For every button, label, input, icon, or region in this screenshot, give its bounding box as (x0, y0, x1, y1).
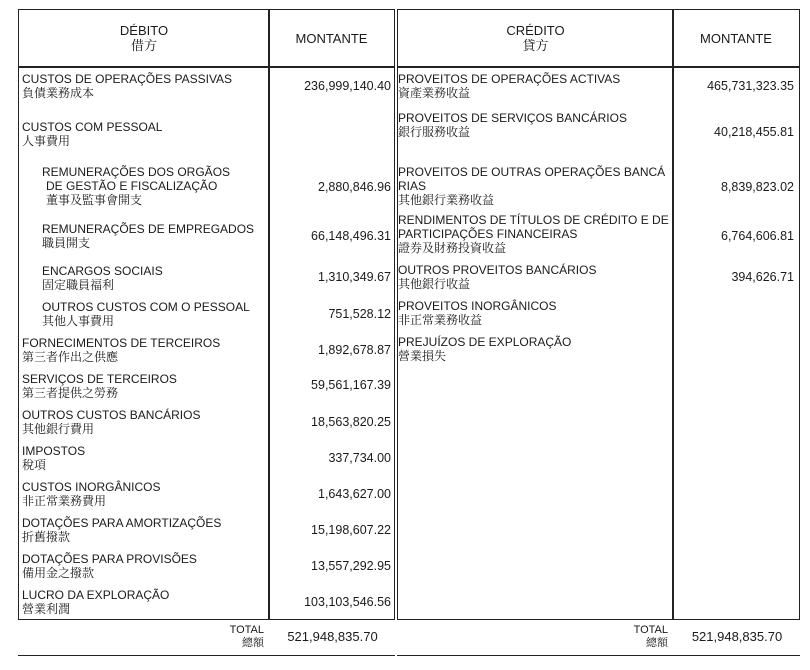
credit-row (398, 213, 669, 255)
debit-row (22, 300, 250, 328)
debit-row-zh: 固定職員福利 (42, 278, 115, 292)
credit-row (398, 165, 665, 207)
debit-row-pt: REMUNERAÇÕES DE EMPREGADOS (42, 222, 255, 236)
debit-header-zh: 借方 (130, 38, 157, 53)
debit-row (22, 552, 197, 580)
credit-amount: 40,218,455.81 (714, 125, 794, 139)
debit-amount: 1,892,678.87 (318, 343, 391, 357)
credit-row-zh: 證券及財務投資收益 (398, 241, 507, 255)
debit-row-zh: 人事費用 (22, 134, 71, 148)
debit-row-pt: LUCRO DA EXPLORAÇÃO (22, 588, 170, 602)
debit-amount: 1,310,349.67 (318, 270, 391, 284)
credit-total-value: 521,948,835.70 (691, 629, 783, 644)
amount-right-header (672, 9, 800, 67)
debit-amount: 1,643,627.00 (318, 487, 391, 501)
credit-row-zh: 其他銀行收益 (398, 277, 471, 291)
debit-row-pt: FORNECIMENTOS DE TERCEIROS (22, 336, 221, 350)
debit-row (22, 120, 162, 148)
debit-row-pt: REMUNERAÇÕES DOS ORGÃOS (42, 165, 231, 179)
debit-row (22, 264, 163, 292)
debit-amount: 236,999,140.40 (304, 79, 391, 93)
amount-left-header-label: MONTANTE (295, 30, 368, 46)
amount-right-column (672, 67, 800, 620)
debit-row-pt: DOTAÇÕES PARA PROVISÕES (22, 552, 197, 566)
credit-row-pt: PROVEITOS DE SERVIÇOS BANCÁRIOS (398, 111, 627, 125)
amount-right-header-label: MONTANTE (700, 30, 772, 46)
debit-total-label-zh: 總額 (242, 637, 264, 649)
debit-row (22, 444, 85, 472)
credit-row (398, 111, 627, 139)
credit-row (398, 263, 596, 291)
debit-row (22, 72, 232, 100)
debit-row-zh: 負債業務成本 (22, 86, 95, 100)
debit-row-pt: OUTROS CUSTOS COM O PESSOAL (42, 300, 250, 314)
debit-row-zh: 第三者作出之供應 (22, 350, 119, 364)
debit-row-pt: DOTAÇÕES PARA AMORTIZAÇÕES (22, 516, 222, 530)
debit-amount: 103,103,546.56 (304, 595, 391, 609)
credit-row-zh: 營業損失 (398, 349, 447, 363)
debit-row-pt-line2: DE GESTÃO E FISCALIZAÇÃO (46, 179, 218, 193)
debit-row (22, 222, 254, 250)
debit-header-pt: DÉBITO (119, 23, 169, 38)
debit-amount: 18,563,820.25 (311, 415, 391, 429)
debit-row (22, 588, 169, 616)
credit-amount: 6,764,606.81 (721, 229, 794, 243)
debit-total-label-pt: TOTAL (229, 624, 264, 636)
credit-amount: 394,626.71 (731, 270, 794, 284)
debit-row (22, 372, 177, 400)
credit-total-label (634, 624, 668, 650)
debit-row-pt: CUSTOS COM PESSOAL (22, 120, 163, 134)
debit-amount: 66,148,496.31 (311, 229, 391, 243)
debit-row (22, 165, 230, 207)
debit-amount: 59,561,167.39 (311, 378, 391, 392)
credit-row-zh: 非正常業務收益 (398, 313, 483, 327)
credit-row-pt-line2: RIAS (398, 179, 427, 193)
total-bottom-rule-left (18, 655, 395, 656)
debit-row (22, 336, 220, 364)
debit-row-zh: 折舊撥款 (22, 530, 71, 544)
debit-row (22, 408, 200, 436)
total-bottom-rule-right (397, 655, 800, 656)
debit-row (22, 480, 160, 508)
credit-row-pt: PREJUÍZOS DE EXPLORAÇÃO (398, 335, 572, 349)
credit-row (398, 335, 571, 363)
credit-amount: 8,839,823.02 (721, 180, 794, 194)
debit-amount: 337,734.00 (328, 451, 391, 465)
credit-row-pt: PROVEITOS DE OUTRAS OPERAÇÕES BANCÁ (398, 165, 666, 179)
debit-row-zh: 備用金之撥款 (22, 566, 95, 580)
credit-amount: 465,731,323.35 (707, 79, 794, 93)
debit-amount: 751,528.12 (328, 307, 391, 321)
debit-row-pt: CUSTOS INORGÂNICOS (22, 480, 161, 494)
debit-total-value: 521,948,835.70 (287, 629, 378, 644)
credit-row-zh: 資產業務收益 (398, 86, 471, 100)
debit-amount: 13,557,292.95 (311, 559, 391, 573)
credit-row-pt: RENDIMENTOS DE TÍTULOS DE CRÉDITO E DE (398, 213, 669, 227)
debit-row-zh: 其他銀行費用 (22, 422, 95, 436)
debit-row-zh: 董事及監事會開支 (46, 193, 143, 207)
debit-amount: 15,198,607.22 (311, 523, 391, 537)
credit-row-pt: PROVEITOS DE OPERAÇÕES ACTIVAS (398, 72, 621, 86)
credit-row (398, 72, 620, 100)
debit-row-zh: 稅項 (22, 458, 47, 472)
debit-amount: 2,880,846.96 (318, 180, 391, 194)
credit-row-pt: OUTROS PROVEITOS BANCÁRIOS (398, 263, 597, 277)
credit-row-zh: 銀行服務收益 (398, 125, 471, 139)
credit-row-pt: PROVEITOS INORGÂNICOS (398, 299, 557, 313)
credit-total-label-pt: TOTAL (633, 624, 668, 636)
debit-row-pt: IMPOSTOS (22, 444, 86, 458)
debit-row-zh: 職員開支 (42, 236, 91, 250)
debit-header (18, 9, 270, 67)
debit-row-pt: OUTROS CUSTOS BANCÁRIOS (22, 408, 201, 422)
debit-row-zh: 非正常業務費用 (22, 494, 107, 508)
credit-header (397, 9, 674, 67)
amount-left-header (268, 9, 395, 67)
debit-row-zh: 其他人事費用 (42, 314, 115, 328)
credit-row (398, 299, 556, 327)
debit-row (22, 516, 221, 544)
debit-row-zh: 營業利潤 (22, 602, 71, 616)
debit-total-label (230, 624, 264, 650)
debit-row-pt: SERVIÇOS DE TERCEIROS (22, 372, 177, 386)
debit-row-zh: 第三者提供之勞務 (22, 386, 119, 400)
credit-row-pt-line2: PARTICIPAÇÕES FINANCEIRAS (398, 227, 578, 241)
credit-row-zh: 其他銀行業務收益 (398, 193, 495, 207)
credit-total-label-zh: 總額 (646, 637, 668, 649)
debit-row-pt: CUSTOS DE OPERAÇÕES PASSIVAS (22, 72, 233, 86)
debit-row-pt: ENCARGOS SOCIAIS (42, 264, 163, 278)
credit-header-pt: CRÉDITO (506, 23, 565, 38)
credit-header-zh: 貸方 (522, 38, 549, 53)
